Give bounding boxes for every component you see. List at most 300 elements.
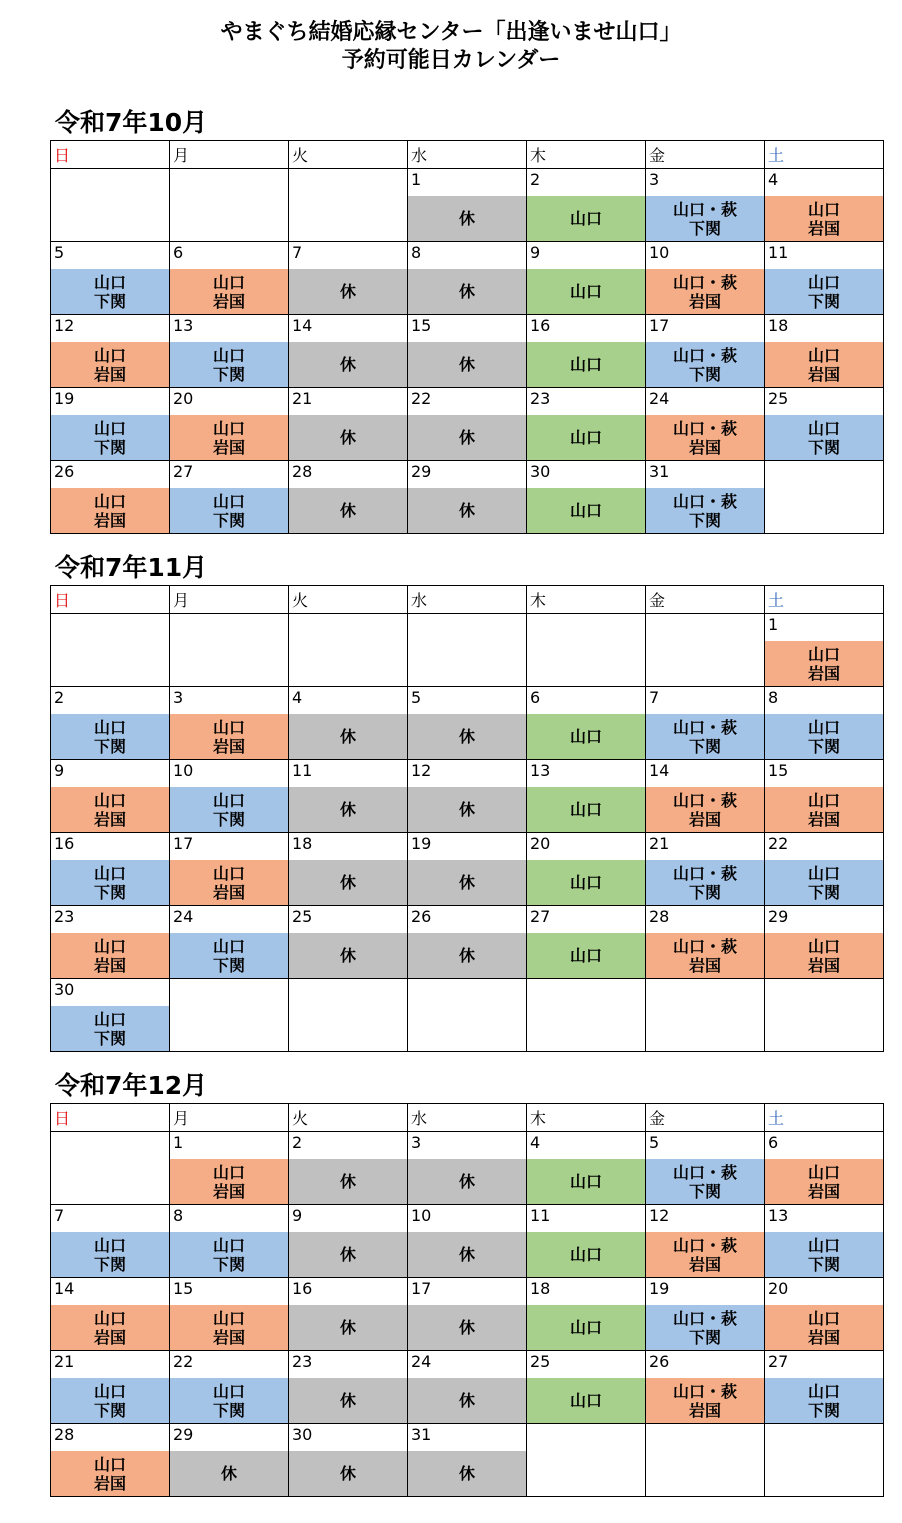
availability-label: 山口・萩 — [672, 1162, 737, 1182]
availability-gray — [408, 488, 526, 533]
availability-green — [527, 196, 645, 241]
day-cell — [289, 1132, 408, 1205]
weekday-label: 木 — [527, 586, 646, 614]
month-title: 令和7年10月 — [55, 108, 208, 137]
day-cell — [408, 242, 527, 315]
day-number: 12 — [411, 761, 432, 780]
availability-orange — [765, 641, 883, 686]
day-number: 26 — [649, 1352, 670, 1371]
day-cell — [289, 1424, 408, 1497]
availability-label: 岩国 — [93, 955, 126, 975]
availability-label: 山口 — [93, 790, 126, 810]
availability-blue — [51, 269, 169, 314]
availability-label: 山口 — [212, 345, 245, 365]
day-number: 18 — [768, 316, 789, 335]
availability-label: 休 — [339, 1172, 356, 1191]
day-cell — [289, 1351, 408, 1424]
availability-orange — [646, 415, 764, 460]
month-title: 令和7年12月 — [55, 1071, 208, 1100]
availability-orange — [51, 1451, 169, 1496]
day-number: 20 — [173, 389, 194, 408]
day-number: 28 — [54, 1425, 75, 1444]
availability-label: 山口 — [569, 1318, 602, 1337]
day-number: 16 — [530, 316, 551, 335]
availability-label: 山口 — [569, 282, 602, 301]
day-cell — [289, 1205, 408, 1278]
availability-label: 下関 — [93, 437, 126, 457]
availability-label: 休 — [220, 1464, 237, 1483]
availability-label: 下関 — [93, 1028, 126, 1048]
day-number: 31 — [411, 1425, 432, 1444]
day-number: 19 — [411, 834, 432, 853]
availability-label: 山口・萩 — [672, 272, 737, 292]
availability-label: 岩国 — [212, 437, 245, 457]
availability-label: 岩国 — [807, 1327, 840, 1347]
weekday-label: 土 — [765, 1104, 884, 1132]
availability-label: 山口 — [569, 209, 602, 228]
availability-label: 下関 — [807, 291, 840, 311]
availability-label: 山口 — [807, 644, 840, 664]
day-number: 6 — [768, 1133, 779, 1152]
availability-blue — [646, 196, 764, 241]
week-row — [51, 1351, 884, 1424]
day-number: 20 — [530, 834, 551, 853]
availability-label: 岩国 — [93, 1327, 126, 1347]
availability-blue — [646, 1305, 764, 1350]
availability-green — [527, 488, 645, 533]
availability-label: 休 — [458, 1318, 475, 1337]
availability-label: 山口・萩 — [672, 199, 737, 219]
empty-cell — [289, 979, 408, 1052]
day-cell — [765, 315, 884, 388]
availability-label: 山口・萩 — [672, 418, 737, 438]
availability-blue — [170, 787, 288, 832]
page-title-line2: 予約可能日カレンダー — [341, 48, 561, 73]
day-number: 30 — [54, 980, 75, 999]
day-number: 26 — [54, 462, 75, 481]
availability-label: 山口 — [807, 936, 840, 956]
day-number: 11 — [530, 1206, 551, 1225]
day-number: 11 — [768, 243, 789, 262]
availability-orange — [765, 196, 883, 241]
availability-label: 山口・萩 — [672, 863, 737, 883]
availability-label: 山口 — [569, 1391, 602, 1410]
day-cell — [527, 315, 646, 388]
availability-label: 休 — [339, 282, 356, 301]
availability-label: 山口・萩 — [672, 790, 737, 810]
day-number: 22 — [173, 1352, 194, 1371]
day-number: 4 — [530, 1133, 541, 1152]
availability-gray — [170, 1451, 288, 1496]
weekday-label: 水 — [408, 586, 527, 614]
day-cell — [170, 1278, 289, 1351]
day-number: 25 — [768, 389, 789, 408]
availability-gray — [289, 1451, 407, 1496]
availability-green — [527, 342, 645, 387]
day-number: 23 — [530, 389, 551, 408]
availability-green — [527, 269, 645, 314]
availability-label: 下関 — [212, 1254, 245, 1274]
availability-label: 休 — [339, 1245, 356, 1264]
empty-cell — [646, 979, 765, 1052]
availability-gray — [408, 1451, 526, 1496]
calendar-december — [50, 1103, 884, 1497]
availability-label: 山口 — [212, 1235, 245, 1255]
day-cell — [408, 315, 527, 388]
availability-gray — [408, 1232, 526, 1277]
availability-label: 山口・萩 — [672, 345, 737, 365]
availability-label: 岩国 — [93, 510, 126, 530]
day-cell — [170, 687, 289, 760]
availability-label: 山口 — [569, 355, 602, 374]
day-cell — [51, 760, 170, 833]
availability-label: 岩国 — [807, 955, 840, 975]
availability-label: 岩国 — [688, 809, 721, 829]
month-title: 令和7年11月 — [55, 553, 208, 582]
availability-orange — [765, 1305, 883, 1350]
day-number: 19 — [54, 389, 75, 408]
week-row — [51, 1424, 884, 1497]
week-row — [51, 1278, 884, 1351]
day-cell — [408, 1351, 527, 1424]
empty-cell — [765, 1424, 884, 1497]
day-cell — [527, 1132, 646, 1205]
day-cell — [408, 1278, 527, 1351]
availability-blue — [51, 1006, 169, 1051]
availability-gray — [408, 714, 526, 759]
availability-label: 岩国 — [93, 1473, 126, 1493]
availability-label: 山口・萩 — [672, 491, 737, 511]
availability-label: 下関 — [807, 736, 840, 756]
availability-label: 山口・萩 — [672, 717, 737, 737]
availability-label: 休 — [458, 355, 475, 374]
day-number: 29 — [173, 1425, 194, 1444]
weekday-label: 日 — [51, 141, 170, 169]
availability-label: 山口 — [212, 936, 245, 956]
availability-label: 岩国 — [807, 364, 840, 384]
day-number: 16 — [292, 1279, 313, 1298]
day-cell — [408, 461, 527, 534]
availability-blue — [51, 1378, 169, 1423]
day-cell — [170, 242, 289, 315]
day-cell — [289, 242, 408, 315]
day-cell — [51, 315, 170, 388]
day-cell — [408, 388, 527, 461]
availability-label: 下関 — [212, 809, 245, 829]
availability-label: 山口 — [93, 1009, 126, 1029]
empty-cell — [408, 614, 527, 687]
availability-label: 岩国 — [688, 955, 721, 975]
day-number: 2 — [530, 170, 541, 189]
day-cell — [408, 169, 527, 242]
availability-label: 休 — [339, 355, 356, 374]
availability-blue — [765, 1378, 883, 1423]
availability-label: 山口 — [212, 1308, 245, 1328]
day-number: 11 — [292, 761, 313, 780]
availability-label: 下関 — [93, 1254, 126, 1274]
availability-label: 下関 — [807, 1400, 840, 1420]
day-number: 19 — [649, 1279, 670, 1298]
availability-gray — [289, 488, 407, 533]
day-cell — [646, 906, 765, 979]
availability-gray — [289, 1159, 407, 1204]
availability-label: 山口 — [807, 199, 840, 219]
day-cell — [289, 906, 408, 979]
day-number: 8 — [411, 243, 422, 262]
availability-label: 下関 — [212, 364, 245, 384]
empty-cell — [51, 1132, 170, 1205]
weekday-header-row — [51, 141, 884, 169]
availability-label: 休 — [339, 946, 356, 965]
day-cell — [646, 242, 765, 315]
week-row — [51, 461, 884, 534]
day-number: 21 — [649, 834, 670, 853]
availability-orange — [646, 787, 764, 832]
availability-gray — [408, 1305, 526, 1350]
day-cell — [51, 1351, 170, 1424]
day-number: 3 — [649, 170, 660, 189]
availability-blue — [170, 488, 288, 533]
availability-label: 山口 — [807, 418, 840, 438]
day-cell — [170, 760, 289, 833]
day-number: 27 — [768, 1352, 789, 1371]
availability-label: 山口 — [569, 946, 602, 965]
availability-label: 山口 — [807, 1162, 840, 1182]
availability-label: 休 — [339, 1464, 356, 1483]
weekday-label: 月 — [170, 141, 289, 169]
day-number: 7 — [54, 1206, 65, 1225]
availability-label: 休 — [458, 209, 475, 228]
availability-blue — [765, 415, 883, 460]
availability-blue — [51, 415, 169, 460]
availability-label: 休 — [458, 800, 475, 819]
availability-label: 山口 — [807, 863, 840, 883]
availability-orange — [646, 1378, 764, 1423]
day-number: 10 — [411, 1206, 432, 1225]
availability-label: 山口 — [93, 1381, 126, 1401]
week-row — [51, 1132, 884, 1205]
availability-label: 山口・萩 — [672, 1308, 737, 1328]
availability-gray — [408, 860, 526, 905]
availability-orange — [51, 1305, 169, 1350]
weekday-label: 金 — [646, 1104, 765, 1132]
availability-gray — [289, 415, 407, 460]
day-number: 5 — [54, 243, 65, 262]
page-title-line1: やまぐち結婚応縁センター「出逢いませ山口」 — [220, 20, 682, 45]
day-number: 23 — [292, 1352, 313, 1371]
day-number: 8 — [173, 1206, 184, 1225]
availability-label: 山口 — [807, 272, 840, 292]
day-number: 5 — [649, 1133, 660, 1152]
day-number: 3 — [173, 688, 184, 707]
day-number: 23 — [54, 907, 75, 926]
day-cell — [646, 833, 765, 906]
availability-label: 下関 — [688, 218, 721, 238]
day-cell — [51, 461, 170, 534]
day-cell — [646, 1132, 765, 1205]
day-number: 20 — [768, 1279, 789, 1298]
availability-label: 下関 — [212, 1400, 245, 1420]
day-number: 22 — [411, 389, 432, 408]
availability-label: 岩国 — [212, 1327, 245, 1347]
day-cell — [51, 1424, 170, 1497]
empty-cell — [765, 461, 884, 534]
day-number: 15 — [173, 1279, 194, 1298]
day-number: 7 — [292, 243, 303, 262]
day-cell — [170, 1132, 289, 1205]
day-cell — [646, 1205, 765, 1278]
week-row — [51, 1205, 884, 1278]
day-cell — [765, 1132, 884, 1205]
day-number: 30 — [292, 1425, 313, 1444]
day-cell — [765, 760, 884, 833]
availability-label: 休 — [458, 873, 475, 892]
availability-label: 山口 — [212, 491, 245, 511]
availability-blue — [170, 933, 288, 978]
availability-blue — [51, 860, 169, 905]
empty-cell — [646, 614, 765, 687]
availability-label: 山口・萩 — [672, 1381, 737, 1401]
availability-gray — [408, 787, 526, 832]
day-number: 24 — [411, 1352, 432, 1371]
day-number: 8 — [768, 688, 779, 707]
day-cell — [527, 1205, 646, 1278]
availability-label: 岩国 — [688, 1254, 721, 1274]
empty-cell — [51, 169, 170, 242]
availability-label: 山口 — [212, 272, 245, 292]
availability-label: 山口 — [807, 1381, 840, 1401]
availability-green — [527, 787, 645, 832]
day-number: 27 — [530, 907, 551, 926]
day-cell — [527, 760, 646, 833]
day-cell — [170, 1351, 289, 1424]
day-number: 18 — [292, 834, 313, 853]
day-cell — [289, 315, 408, 388]
availability-label: 岩国 — [688, 291, 721, 311]
day-number: 29 — [411, 462, 432, 481]
calendar-november — [50, 585, 884, 1052]
day-cell — [527, 1351, 646, 1424]
day-cell — [765, 1205, 884, 1278]
day-number: 17 — [411, 1279, 432, 1298]
day-number: 13 — [768, 1206, 789, 1225]
availability-label: 下関 — [688, 1181, 721, 1201]
day-cell — [170, 906, 289, 979]
availability-label: 下関 — [93, 1400, 126, 1420]
day-number: 13 — [530, 761, 551, 780]
day-cell — [527, 242, 646, 315]
day-number: 5 — [411, 688, 422, 707]
day-cell — [289, 687, 408, 760]
availability-gray — [289, 1232, 407, 1277]
week-row — [51, 242, 884, 315]
availability-blue — [765, 860, 883, 905]
day-number: 24 — [173, 907, 194, 926]
day-number: 12 — [649, 1206, 670, 1225]
day-number: 3 — [411, 1133, 422, 1152]
availability-label: 山口 — [212, 717, 245, 737]
availability-orange — [765, 933, 883, 978]
availability-label: 山口 — [93, 717, 126, 737]
day-cell — [170, 833, 289, 906]
availability-green — [527, 714, 645, 759]
weekday-header-row — [51, 1104, 884, 1132]
day-cell — [408, 687, 527, 760]
day-cell — [646, 461, 765, 534]
empty-cell — [527, 1424, 646, 1497]
availability-blue — [51, 1232, 169, 1277]
availability-label: 岩国 — [807, 809, 840, 829]
availability-label: 休 — [458, 946, 475, 965]
day-number: 2 — [54, 688, 65, 707]
day-number: 26 — [411, 907, 432, 926]
empty-cell — [527, 979, 646, 1052]
weekday-label: 火 — [289, 1104, 408, 1132]
availability-label: 山口 — [807, 1308, 840, 1328]
availability-label: 岩国 — [212, 1181, 245, 1201]
availability-label: 山口 — [807, 717, 840, 737]
day-number: 4 — [768, 170, 779, 189]
weekday-label: 土 — [765, 141, 884, 169]
availability-label: 山口 — [212, 1381, 245, 1401]
availability-blue — [170, 342, 288, 387]
day-cell — [527, 461, 646, 534]
availability-label: 下関 — [93, 736, 126, 756]
availability-gray — [408, 269, 526, 314]
availability-label: 下関 — [688, 364, 721, 384]
availability-label: 休 — [458, 727, 475, 746]
availability-orange — [170, 1159, 288, 1204]
day-number: 4 — [292, 688, 303, 707]
availability-label: 岩国 — [807, 1181, 840, 1201]
week-row — [51, 979, 884, 1052]
availability-blue — [646, 1159, 764, 1204]
day-cell — [527, 388, 646, 461]
day-number: 29 — [768, 907, 789, 926]
availability-gray — [408, 933, 526, 978]
day-number: 2 — [292, 1133, 303, 1152]
availability-label: 岩国 — [807, 218, 840, 238]
day-cell — [51, 979, 170, 1052]
day-number: 6 — [530, 688, 541, 707]
availability-gray — [289, 787, 407, 832]
availability-label: 下関 — [688, 510, 721, 530]
day-cell — [289, 833, 408, 906]
availability-label: 休 — [339, 873, 356, 892]
availability-orange — [765, 787, 883, 832]
day-number: 28 — [292, 462, 313, 481]
day-number: 14 — [54, 1279, 75, 1298]
availability-green — [527, 415, 645, 460]
empty-cell — [170, 169, 289, 242]
day-cell — [646, 760, 765, 833]
day-cell — [408, 1132, 527, 1205]
weekday-label: 水 — [408, 141, 527, 169]
day-number: 1 — [411, 170, 422, 189]
day-cell — [765, 1351, 884, 1424]
availability-label: 山口 — [212, 863, 245, 883]
availability-label: 岩国 — [212, 291, 245, 311]
empty-cell — [408, 979, 527, 1052]
empty-cell — [527, 614, 646, 687]
availability-label: 山口 — [569, 873, 602, 892]
availability-green — [527, 1305, 645, 1350]
day-cell — [408, 833, 527, 906]
day-number: 13 — [173, 316, 194, 335]
day-cell — [765, 906, 884, 979]
day-cell — [765, 388, 884, 461]
day-cell — [646, 388, 765, 461]
